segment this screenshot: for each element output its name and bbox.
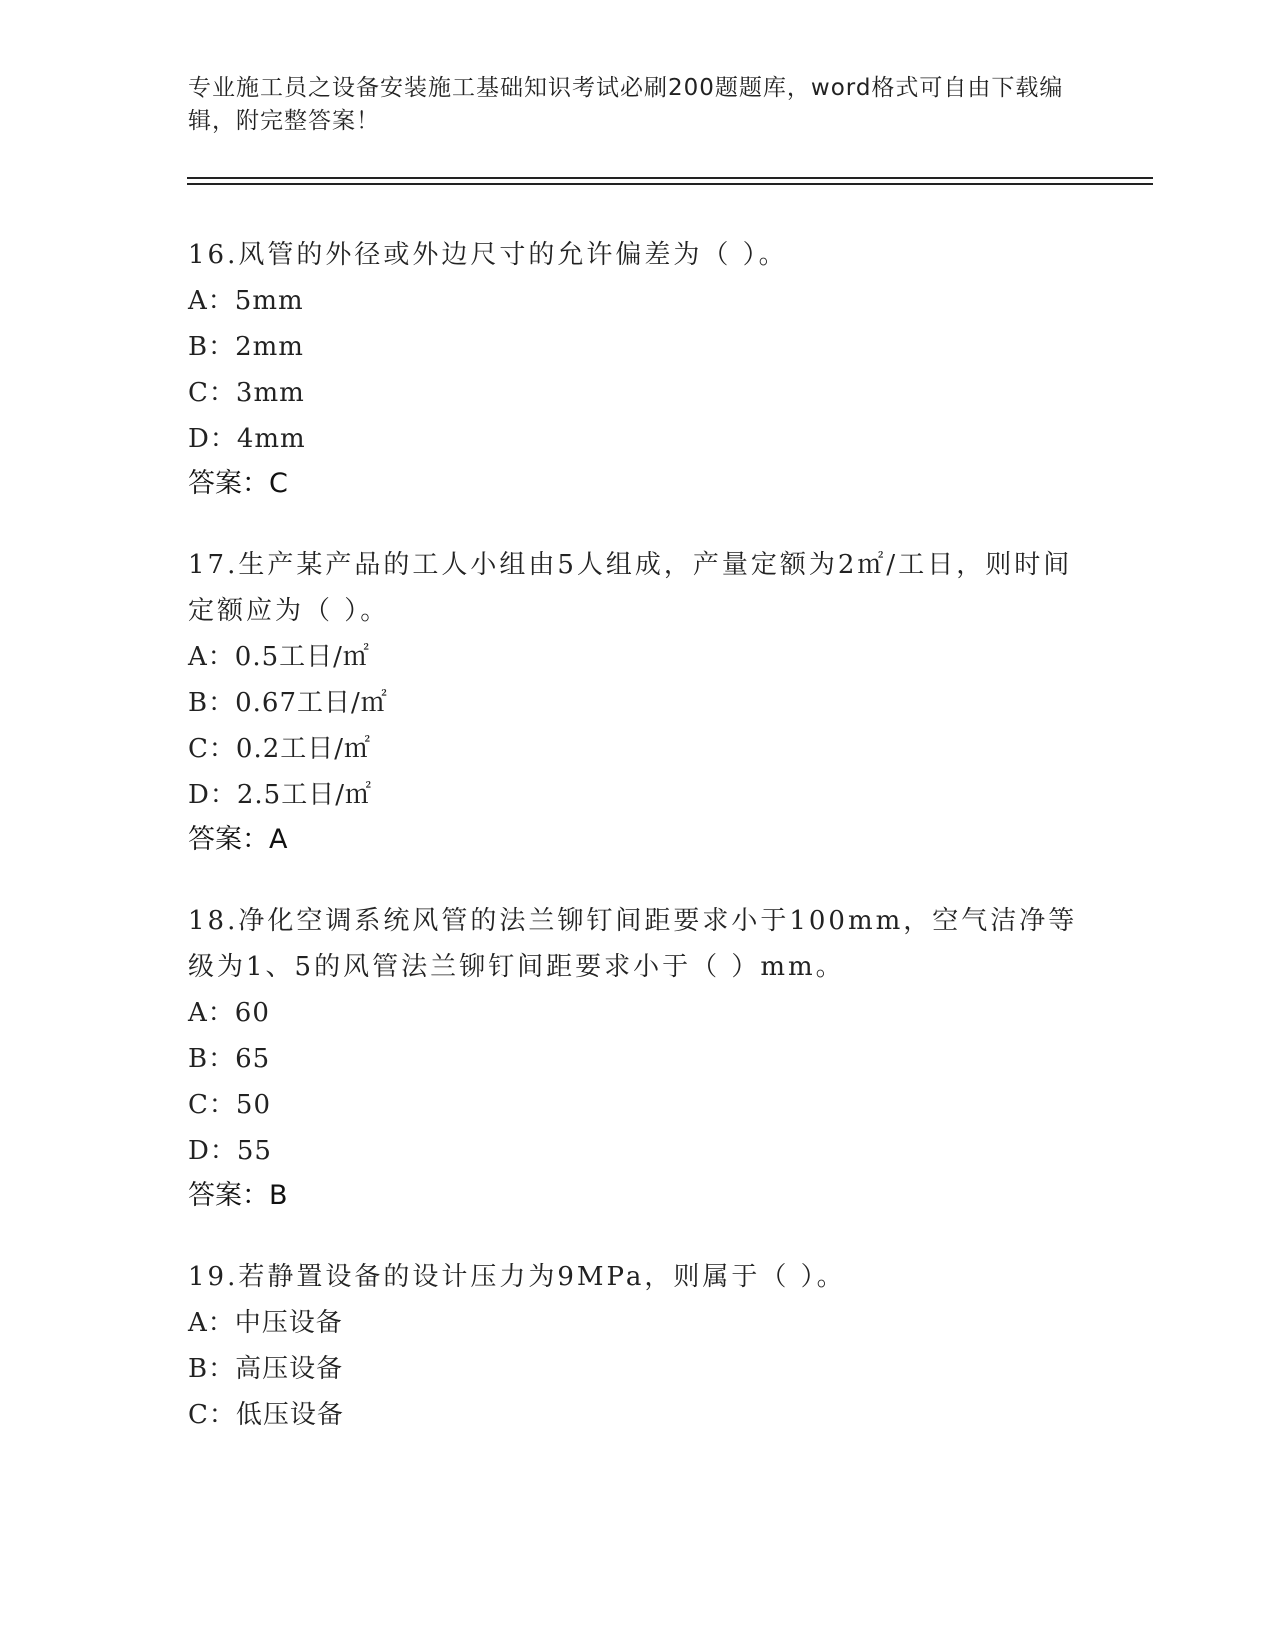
- option-text: 0.67工日/㎡: [235, 688, 388, 718]
- option-b: [188, 1036, 1088, 1082]
- option-label: C：: [188, 1090, 236, 1120]
- option-text: 2.5工日/㎡: [236, 780, 372, 810]
- option-label: D：: [188, 424, 237, 454]
- option-label: D：: [188, 780, 237, 810]
- option-text: 中压设备: [234, 1308, 343, 1338]
- question-stem: 18.净化空调系统风管的法兰铆钉间距要求小于100mm，空气洁净等级为1、5的风管法兰铆钉间距要求小于（ ）mm。: [188, 906, 1078, 982]
- option-d: [188, 1128, 1088, 1174]
- option-text: 4mm: [236, 424, 306, 454]
- question-stem: 16.风管的外径或外边尺寸的允许偏差为（ ）。: [188, 240, 788, 270]
- option-text: 2mm: [235, 332, 304, 362]
- option-text: 低压设备: [235, 1400, 344, 1430]
- question-stem: 17.生产某产品的工人小组由5人组成，产量定额为2㎡/工日，则时间定额应为（ ）。: [188, 550, 1073, 626]
- question-stem: 19.若静置设备的设计压力为9MPa，则属于（ ）。: [188, 1262, 846, 1292]
- option-label: D：: [188, 1136, 237, 1166]
- option-text: 0.2工日/㎡: [235, 734, 372, 764]
- option-c: [188, 1392, 1088, 1438]
- answer-line: 答案：C: [188, 468, 288, 499]
- option-a: [188, 1300, 1088, 1346]
- option-text: 60: [234, 998, 270, 1028]
- answer-line: 答案：B: [188, 1180, 288, 1211]
- option-b: [188, 1346, 1088, 1392]
- option-c: [188, 726, 1088, 772]
- option-label: C：: [188, 1400, 236, 1430]
- option-c: [188, 370, 1088, 416]
- option-label: A：: [188, 1308, 235, 1338]
- option-text: 0.5工日/㎡: [234, 642, 370, 672]
- document-header: 专业施工员之设备安装施工基础知识考试必刷200题题库，word格式可自由下载编辑，附完整答案！: [188, 75, 1064, 134]
- option-a: [188, 634, 1088, 680]
- option-b: [188, 680, 1088, 726]
- answer-line: 答案：A: [188, 824, 288, 855]
- option-a: [188, 990, 1088, 1036]
- option-label: B：: [188, 1044, 236, 1074]
- option-a: [188, 278, 1088, 324]
- option-d: [188, 772, 1088, 818]
- option-label: A：: [188, 998, 235, 1028]
- option-label: B：: [188, 1354, 236, 1384]
- option-label: C：: [188, 378, 236, 408]
- option-label: B：: [188, 332, 236, 362]
- option-label: A：: [188, 642, 235, 672]
- option-b: [188, 324, 1088, 370]
- option-text: 5mm: [234, 286, 304, 316]
- option-label: B：: [188, 688, 236, 718]
- question-16: [188, 232, 1088, 506]
- option-text: 3mm: [235, 378, 305, 408]
- option-text: 50: [235, 1090, 271, 1120]
- question-list: [188, 232, 1088, 1474]
- option-d: [188, 416, 1088, 462]
- header-divider-bottom: [187, 183, 1153, 185]
- option-label: A：: [188, 286, 235, 316]
- option-label: C：: [188, 734, 236, 764]
- option-c: [188, 1082, 1088, 1128]
- question-18: [188, 898, 1088, 1218]
- option-text: 高压设备: [235, 1354, 344, 1384]
- option-text: 65: [235, 1044, 271, 1074]
- header-divider-top: [187, 177, 1153, 179]
- question-17: [188, 542, 1088, 862]
- question-19: [188, 1254, 1088, 1438]
- option-text: 55: [236, 1136, 272, 1166]
